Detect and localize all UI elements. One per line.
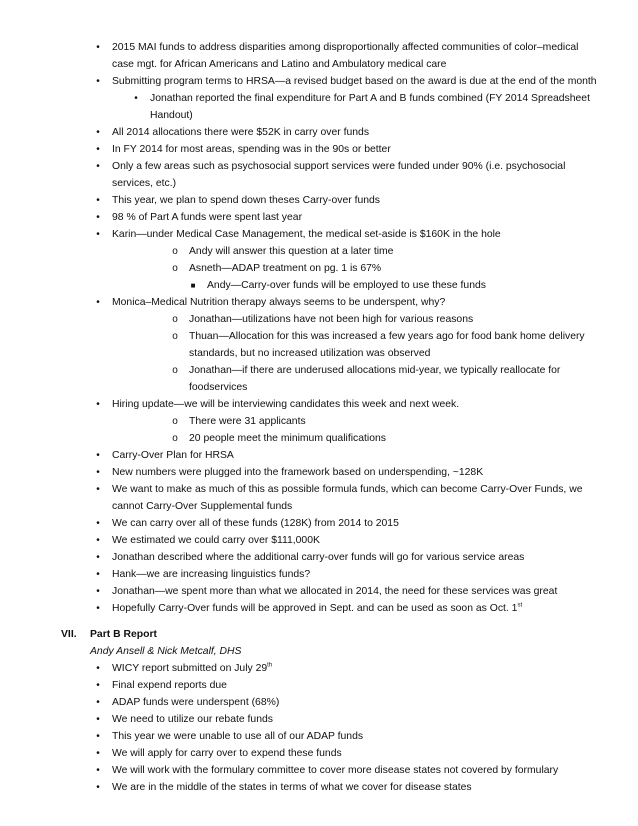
list-item-text: Thuan—Allocation for this was increased a few years ago for food bank home delivery standards, but no increased utilization was observed bbox=[189, 331, 585, 359]
list-item bbox=[96, 464, 598, 481]
bullet-icon: • bbox=[96, 127, 100, 138]
bullet-icon: • bbox=[96, 603, 100, 614]
list-item-text: Asneth—ADAP treatment on pg. 1 is 67% bbox=[189, 263, 382, 274]
bullet-icon: • bbox=[96, 76, 100, 87]
bullet-icon: • bbox=[96, 782, 100, 793]
list-item bbox=[96, 73, 598, 90]
bullet-icon: • bbox=[96, 229, 100, 240]
list-item bbox=[96, 396, 598, 413]
bullet-icon: • bbox=[96, 467, 100, 478]
list-item bbox=[96, 141, 598, 158]
list-item-text: We want to make as much of this as possible formula funds, which can become Carry-Over Funds, we cannot Carry-Over Supplemental funds bbox=[112, 484, 583, 512]
list-item-text: Hopefully Carry-Over funds will be approved in Sept. and can be used as soon as Oct. 1 bbox=[112, 603, 518, 614]
bullet-icon: • bbox=[96, 42, 100, 53]
list-item bbox=[172, 243, 598, 260]
bullet-icon: • bbox=[96, 680, 100, 691]
list-item bbox=[96, 481, 598, 515]
list-item bbox=[96, 294, 598, 311]
list-item-text: Jonathan—we spent more than what we allocated in 2014, the need for these services was great bbox=[112, 586, 558, 597]
list-item-text: Andy will answer this question at a later time bbox=[189, 246, 394, 257]
bullet-icon: • bbox=[96, 697, 100, 708]
list-item bbox=[96, 600, 598, 617]
bullet-icon: • bbox=[96, 535, 100, 546]
list-item bbox=[172, 362, 598, 396]
list-item-text: Jonathan reported the final expenditure for Part A and B funds combined (FY 2014 Spreadsheet Handout) bbox=[150, 93, 590, 121]
section-notes-list bbox=[0, 660, 638, 796]
list-item-text: Andy—Carry-over funds will be employed to use these funds bbox=[207, 280, 486, 291]
list-item-text: Monica–Medical Nutrition therapy always seems to be underspent, why? bbox=[112, 297, 446, 308]
circle-bullet-icon: o bbox=[172, 263, 178, 274]
ordinal-suffix: th bbox=[267, 662, 273, 669]
list-item-text: Final expend reports due bbox=[112, 680, 227, 691]
list-item bbox=[96, 566, 598, 583]
list-item-text: 98 % of Part A funds were spent last year bbox=[112, 212, 303, 223]
list-item bbox=[96, 124, 598, 141]
meeting-notes-list bbox=[0, 39, 638, 617]
section-number: VII. bbox=[61, 629, 77, 640]
bullet-icon: • bbox=[96, 731, 100, 742]
list-item-text: All 2014 allocations there were $52K in carry over funds bbox=[112, 127, 370, 138]
bullet-icon: • bbox=[134, 93, 138, 104]
list-item-text: We estimated we could carry over $111,000K bbox=[112, 535, 320, 546]
list-item-text: ADAP funds were underspent (68%) bbox=[112, 697, 280, 708]
bullet-icon: • bbox=[96, 748, 100, 759]
square-bullet-icon: ■ bbox=[190, 281, 196, 290]
list-item-text: We need to utilize our rebate funds bbox=[112, 714, 273, 725]
list-item-text: In FY 2014 for most areas, spending was in the 90s or better bbox=[112, 144, 391, 155]
list-item bbox=[172, 328, 598, 362]
list-item-text: Only a few areas such as psychosocial support services were funded under 90% (i.e. psychosocial services, etc.) bbox=[112, 161, 566, 189]
list-item bbox=[96, 779, 598, 796]
list-item bbox=[96, 447, 598, 464]
list-item bbox=[190, 277, 598, 294]
section-title: Part B Report bbox=[90, 629, 157, 640]
list-item-text: Submitting program terms to HRSA—a revised budget based on the award is due at the end of the month bbox=[112, 76, 597, 87]
list-item-text: We will apply for carry over to expend these funds bbox=[112, 748, 342, 759]
list-item bbox=[96, 209, 598, 226]
list-item-text: Jonathan—utilizations have not been high for various reasons bbox=[189, 314, 474, 325]
bullet-icon: • bbox=[96, 144, 100, 155]
list-item-text: This year we were unable to use all of our ADAP funds bbox=[112, 731, 364, 742]
circle-bullet-icon: o bbox=[172, 246, 178, 257]
list-item-text: Hank—we are increasing linguistics funds? bbox=[112, 569, 311, 580]
bullet-icon: • bbox=[96, 569, 100, 580]
bullet-icon: • bbox=[96, 552, 100, 563]
bullet-icon: • bbox=[96, 765, 100, 776]
list-item bbox=[96, 39, 598, 73]
circle-bullet-icon: o bbox=[172, 365, 178, 376]
list-item bbox=[172, 430, 598, 447]
list-item bbox=[96, 549, 598, 566]
list-item-text: Hiring update—we will be interviewing candidates this week and next week. bbox=[112, 399, 460, 410]
list-item bbox=[96, 762, 598, 779]
bullet-icon: • bbox=[96, 450, 100, 461]
list-item bbox=[96, 158, 598, 192]
bullet-icon: • bbox=[96, 297, 100, 308]
list-item-text: We can carry over all of these funds (128K) from 2014 to 2015 bbox=[112, 518, 399, 529]
list-item bbox=[96, 728, 598, 745]
list-item-text: Karin—under Medical Case Management, the medical set-aside is $160K in the hole bbox=[112, 229, 501, 240]
list-item-text: 20 people meet the minimum qualifications bbox=[189, 433, 386, 444]
list-item bbox=[172, 413, 598, 430]
list-item bbox=[96, 660, 598, 677]
list-item-text: New numbers were plugged into the framework based on underspending, ~128K bbox=[112, 467, 484, 478]
bullet-icon: • bbox=[96, 663, 100, 674]
list-item bbox=[96, 515, 598, 532]
list-item-text: This year, we plan to spend down theses Carry-over funds bbox=[112, 195, 380, 206]
circle-bullet-icon: o bbox=[172, 416, 178, 427]
bullet-icon: • bbox=[96, 212, 100, 223]
list-item-text: Carry-Over Plan for HRSA bbox=[112, 450, 234, 461]
circle-bullet-icon: o bbox=[172, 433, 178, 444]
bullet-icon: • bbox=[96, 399, 100, 410]
list-item-text: We are in the middle of the states in terms of what we cover for disease states bbox=[112, 782, 472, 793]
list-item bbox=[96, 745, 598, 762]
circle-bullet-icon: o bbox=[172, 314, 178, 325]
bullet-icon: • bbox=[96, 161, 100, 172]
list-item bbox=[96, 532, 598, 549]
list-item-text: WICY report submitted on July 29 bbox=[112, 663, 268, 674]
bullet-icon: • bbox=[96, 586, 100, 597]
list-item-text: Jonathan—if there are underused allocations mid-year, we typically reallocate for foodservices bbox=[189, 365, 561, 393]
list-item bbox=[96, 677, 598, 694]
list-item bbox=[172, 260, 598, 277]
list-item bbox=[96, 694, 598, 711]
bullet-icon: • bbox=[96, 714, 100, 725]
list-item bbox=[172, 311, 598, 328]
list-item-text: 2015 MAI funds to address disparities among disproportionally affected communities of color–medical case mgt. for African Americans and Latino and Ambulatory medical care bbox=[112, 42, 579, 70]
list-item bbox=[134, 90, 598, 124]
circle-bullet-icon: o bbox=[172, 331, 178, 342]
list-item-text: There were 31 applicants bbox=[189, 416, 306, 427]
list-item bbox=[96, 711, 598, 728]
list-item bbox=[96, 192, 598, 209]
list-item-text: We will work with the formulary committee to cover more disease states not covered by formulary bbox=[112, 765, 559, 776]
ordinal-suffix: st bbox=[517, 602, 523, 609]
section-heading bbox=[0, 626, 638, 643]
list-item bbox=[96, 226, 598, 243]
list-item-text: Jonathan described where the additional carry-over funds will go for various service areas bbox=[112, 552, 525, 563]
bullet-icon: • bbox=[96, 484, 100, 495]
section-presenters: Andy Ansell & Nick Metcalf, DHS bbox=[90, 646, 242, 657]
list-item bbox=[96, 583, 598, 600]
bullet-icon: • bbox=[96, 518, 100, 529]
bullet-icon: • bbox=[96, 195, 100, 206]
